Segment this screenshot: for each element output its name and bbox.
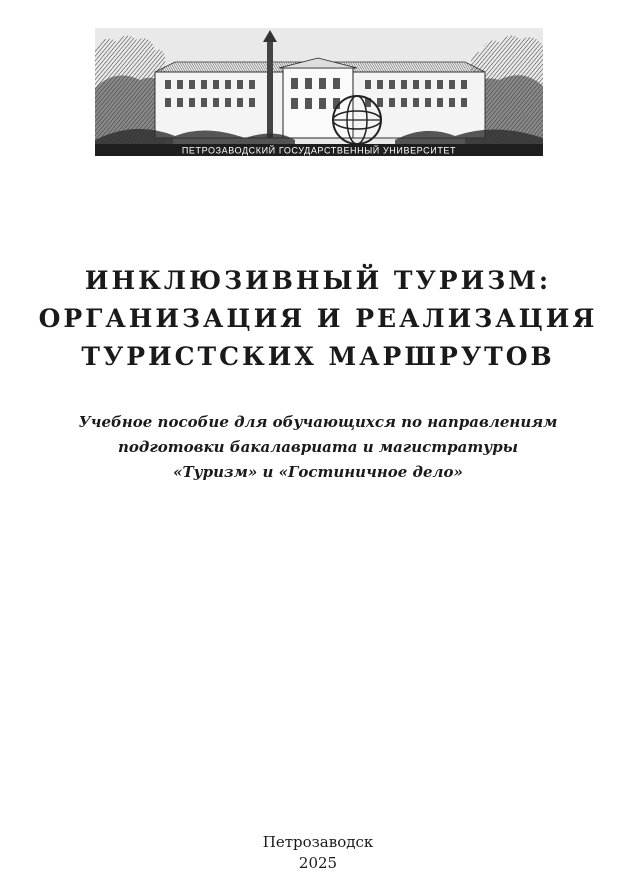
subtitle-line-3: «Туризм» и «Гостиничное дело» — [173, 463, 463, 481]
book-title — [0, 262, 636, 376]
title-line-3: ТУРИСТСКИХ МАРШРУТОВ — [81, 342, 555, 371]
publication-year: 2025 — [298, 854, 338, 872]
book-subtitle — [0, 410, 636, 485]
subtitle-line-2: подготовки бакалавриата и магистратуры — [118, 438, 518, 456]
title-line-2: ОРГАНИЗАЦИЯ И РЕАЛИЗАЦИЯ — [38, 304, 598, 333]
title-line-1: ИНКЛЮЗИВНЫЙ ТУРИЗМ: — [84, 266, 552, 295]
subtitle-line-1: Учебное пособие для обучающихся по направлениям — [78, 413, 558, 431]
publication-city: Петрозаводск — [262, 833, 374, 851]
university-building-engraving-icon — [95, 28, 543, 156]
logo-caption: ПЕТРОЗАВОДСКИЙ ГОСУДАРСТВЕННЫЙ УНИВЕРСИТЕТ — [181, 145, 457, 156]
university-logo — [95, 28, 543, 156]
